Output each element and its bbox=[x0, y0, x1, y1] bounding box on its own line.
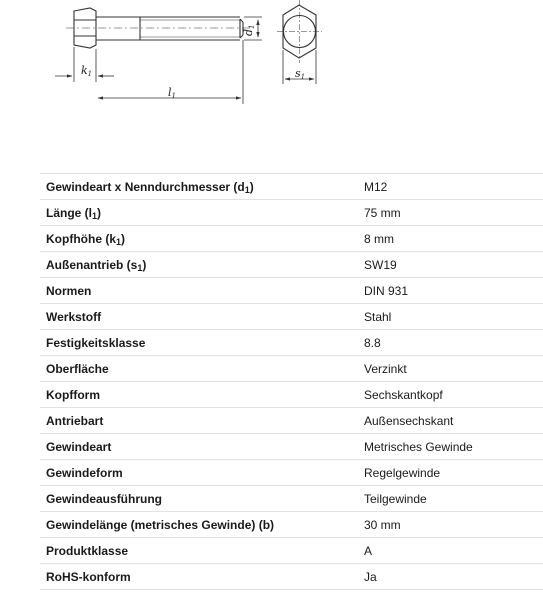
spec-row bbox=[40, 434, 543, 460]
bolt-side-view bbox=[66, 8, 250, 48]
spec-row bbox=[40, 174, 543, 200]
spec-row bbox=[40, 330, 543, 356]
spec-label-suffix: ) bbox=[142, 257, 147, 272]
head-height-label: k1 bbox=[81, 64, 93, 78]
spec-property-label bbox=[40, 538, 358, 564]
spec-property-label bbox=[40, 382, 358, 408]
spec-label-text: Gewindeart x Nenndurchmesser (d bbox=[46, 179, 245, 194]
spec-label-text: Kopfform bbox=[46, 387, 100, 402]
spec-property-label bbox=[40, 408, 358, 434]
spec-label-text: Gewindelänge (metrisches Gewinde) (b) bbox=[46, 517, 275, 532]
spec-value: Regelgewinde bbox=[358, 460, 543, 486]
spec-value: SW19 bbox=[358, 252, 543, 278]
spec-row bbox=[40, 252, 543, 278]
spec-property-label bbox=[40, 512, 358, 538]
spec-row bbox=[40, 200, 543, 226]
bolt-end-view bbox=[277, 0, 322, 63]
spec-label-subscript: 1 bbox=[137, 262, 143, 273]
spec-label-suffix: ) bbox=[249, 179, 254, 194]
spec-value: A bbox=[358, 538, 543, 564]
spec-label-text: Normen bbox=[46, 283, 92, 298]
spec-value: DIN 931 bbox=[358, 278, 543, 304]
spec-row bbox=[40, 564, 543, 590]
spec-value: 8 mm bbox=[358, 226, 543, 252]
spec-property-label bbox=[40, 252, 358, 278]
spec-label-subscript: 1 bbox=[116, 236, 122, 247]
spec-row bbox=[40, 356, 543, 382]
bolt-technical-drawing bbox=[0, 0, 543, 170]
spec-property-label bbox=[40, 304, 358, 330]
bolt-drawing-svg bbox=[0, 0, 543, 170]
spec-value: 8.8 bbox=[358, 330, 543, 356]
spec-value: Teilgewinde bbox=[358, 486, 543, 512]
spec-row bbox=[40, 304, 543, 330]
spec-value: Ja bbox=[358, 564, 543, 590]
spec-label-text: Festigkeitsklasse bbox=[46, 335, 146, 350]
spec-row bbox=[40, 226, 543, 252]
spec-value: 30 mm bbox=[358, 512, 543, 538]
spec-label-text: Länge (l bbox=[46, 205, 93, 220]
spec-row bbox=[40, 512, 543, 538]
spec-row bbox=[40, 408, 543, 434]
spec-label-suffix: ) bbox=[121, 231, 126, 246]
spec-label-text: Außenantrieb (s bbox=[46, 257, 138, 272]
spec-row bbox=[40, 460, 543, 486]
spec-property-label bbox=[40, 486, 358, 512]
spec-value: Verzinkt bbox=[358, 356, 543, 382]
spec-label-subscript: 1 bbox=[244, 184, 250, 195]
spec-label-text: RoHS-konform bbox=[46, 569, 131, 584]
spec-label-text: Gewindeausführung bbox=[46, 491, 163, 506]
spec-row bbox=[40, 278, 543, 304]
spec-label-text: Produktklasse bbox=[46, 543, 129, 558]
spec-row bbox=[40, 486, 543, 512]
diameter-label: d1 bbox=[242, 24, 256, 36]
spec-property-label bbox=[40, 460, 358, 486]
spec-label-text: Kopfhöhe (k bbox=[46, 231, 116, 246]
spec-value: M12 bbox=[358, 174, 543, 200]
spec-property-label bbox=[40, 278, 358, 304]
specification-table bbox=[40, 173, 543, 590]
spec-label-text: Gewindeform bbox=[46, 465, 123, 480]
spec-value: 75 mm bbox=[358, 200, 543, 226]
spec-value: Sechskantkopf bbox=[358, 382, 543, 408]
spec-property-label bbox=[40, 356, 358, 382]
spec-label-text: Werkstoff bbox=[46, 309, 102, 324]
spec-label-text: Antriebart bbox=[46, 413, 104, 428]
spec-label-subscript: 1 bbox=[92, 210, 98, 221]
length-label: l1 bbox=[168, 86, 176, 100]
specification-table-body bbox=[40, 174, 543, 590]
spec-property-label bbox=[40, 564, 358, 590]
spec-value: Metrisches Gewinde bbox=[358, 434, 543, 460]
spec-value: Stahl bbox=[358, 304, 543, 330]
spec-label-text: Gewindeart bbox=[46, 439, 112, 454]
spec-row bbox=[40, 382, 543, 408]
spec-label-suffix: ) bbox=[97, 205, 102, 220]
wrench-size-label: s1 bbox=[295, 67, 306, 81]
spec-property-label bbox=[40, 226, 358, 252]
spec-label-text: Oberfläche bbox=[46, 361, 109, 376]
spec-value: Außensechskant bbox=[358, 408, 543, 434]
spec-property-label bbox=[40, 330, 358, 356]
spec-row bbox=[40, 538, 543, 564]
spec-property-label bbox=[40, 174, 358, 200]
spec-property-label bbox=[40, 434, 358, 460]
spec-property-label bbox=[40, 200, 358, 226]
